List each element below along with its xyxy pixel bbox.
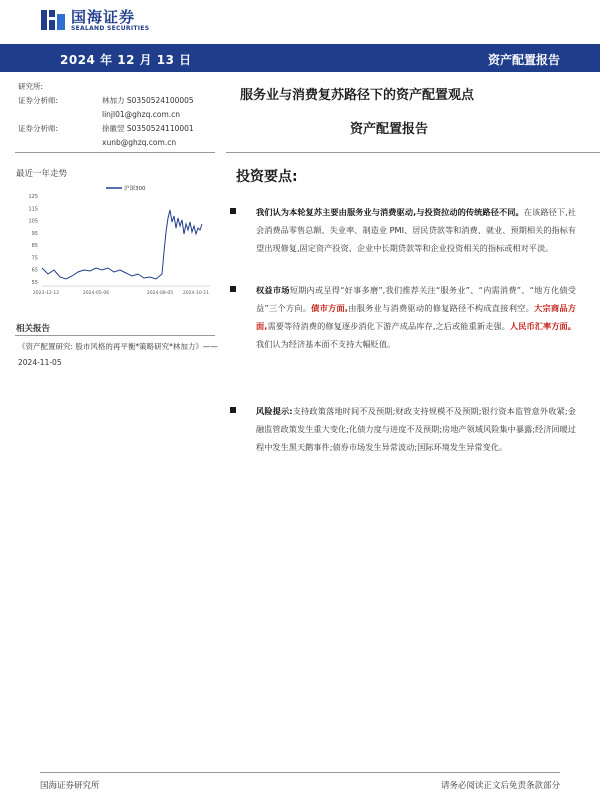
key-point-rest: 我们认为经济基本面不支持大幅贬值。	[256, 339, 396, 349]
key-point-lead: 权益市场	[256, 285, 290, 295]
bullet-square-icon	[230, 208, 236, 214]
analyst-value: 徐徽翌 S0350524110001	[102, 124, 194, 133]
analyst-label: 研究所:	[18, 82, 44, 91]
key-point-rest: 需要等待消费的修复逐步消化下游产成品库存,之后或能重新走强。	[267, 321, 510, 331]
y-tick-label: 125	[28, 194, 38, 200]
legend-label: 沪深300	[124, 186, 146, 192]
report-subtitle: 资产配置报告	[350, 122, 429, 137]
analyst-row	[18, 80, 238, 94]
risk-warning-lead: 风险提示:	[256, 406, 293, 416]
analyst-row	[18, 122, 238, 136]
y-tick-label: 55	[31, 280, 38, 286]
key-point-rest: 在该路径下,社会消费品零售总额、失业率、制造业 PMI、居民贷款等和消费、就业、预期相关的指标有望出现修复,固定资产投资、企业中长期贷款等和企业投资相关的指标或相对平淡。	[256, 207, 576, 253]
footer-org: 国海证券研究所	[40, 781, 100, 791]
sealand-logo-icon	[40, 8, 66, 32]
analyst-value: 林加力 S0350524100005	[102, 96, 194, 105]
key-point-text	[256, 203, 576, 257]
analyst-row	[18, 136, 238, 150]
divider	[15, 152, 215, 153]
analyst-row	[18, 108, 238, 122]
key-points-title: 投资要点:	[236, 169, 298, 185]
key-point-rest: 支持政策落地时间不及预期;财政支持规模不及预期;银行资本监管意外收紧;金融监管政策发生重大变化;化债力度与进度不及预期;房地产领域风险集中暴露;经济回暖过程中发生黑天鹅事件;债券市场发生异常波动;国际环境发生异常变化。	[256, 406, 576, 452]
report-title: 服务业与消费复苏路径下的资产配置观点	[240, 88, 475, 103]
trend-chart	[14, 182, 214, 306]
key-point-3	[230, 402, 576, 472]
analyst-row	[18, 94, 238, 108]
key-point-rest: 由服务业与消费驱动的修复路径不构成直接利空。	[348, 303, 535, 313]
key-point-lead: 我们认为本轮复苏主要由服务业与消费驱动,与投资拉动的传统路径不同。	[256, 207, 524, 217]
y-tick-label: 85	[31, 243, 38, 250]
key-point-text	[256, 402, 576, 456]
trend-chart-title: 最近一年走势	[16, 169, 68, 179]
x-tick-label: 2024-10-11	[182, 291, 210, 296]
key-point-lead: 人民币汇率方面。	[509, 321, 576, 331]
header-bar	[0, 44, 600, 72]
analyst-label: 证券分析师:	[18, 96, 59, 105]
divider	[15, 335, 215, 336]
analyst-label: 证券分析师:	[18, 124, 59, 133]
y-tick-label: 105	[28, 218, 38, 225]
key-point-lead: 债市方面,	[311, 303, 349, 313]
y-tick-label: 65	[31, 267, 38, 274]
related-reports-title: 相关报告	[16, 324, 51, 334]
analyst-email[interactable]: xunb@ghzq.com.cn	[102, 138, 177, 147]
bullet-square-icon	[230, 407, 236, 413]
footer-disclaimer: 请务必阅读正文后免责条款部分	[440, 781, 560, 791]
related-report-item[interactable]: 《资产配置研究: 股市风格的再平衡*策略研究*林加力》——2024-11-05	[18, 342, 218, 367]
key-point-1	[230, 203, 576, 293]
y-tick-label: 75	[31, 255, 38, 262]
x-tick-label: 2024-08-05	[146, 291, 174, 296]
logo-text-en: SEALAND SECURITIES	[71, 25, 150, 32]
report-date: 2024 年 12 月 13 日	[60, 53, 192, 67]
report-type: 资产配置报告	[487, 53, 560, 67]
series-line-hs300	[42, 210, 202, 279]
x-tick-label: 2024-05-06	[82, 291, 110, 296]
footer-divider	[40, 772, 560, 773]
logo-text-cn: 国海证券	[71, 8, 136, 26]
y-tick-label: 115	[28, 206, 38, 213]
x-tick-label: 2023-12-12	[32, 291, 60, 296]
key-point-text	[256, 281, 576, 353]
company-logo	[40, 6, 170, 38]
analyst-email[interactable]: linjl01@ghzq.com.cn	[102, 110, 181, 119]
y-tick-label: 95	[31, 230, 38, 237]
divider	[226, 152, 600, 153]
analyst-info	[18, 80, 238, 150]
key-point-2	[230, 281, 576, 391]
bullet-square-icon	[230, 286, 236, 292]
key-point-lead: 大宗商品方面,	[256, 303, 576, 331]
key-point-rest: 短期内或呈得“好事多磨”,我们推荐关注“服务业”、“内需消费”、“地方化债受益”三个方向。	[256, 285, 576, 313]
